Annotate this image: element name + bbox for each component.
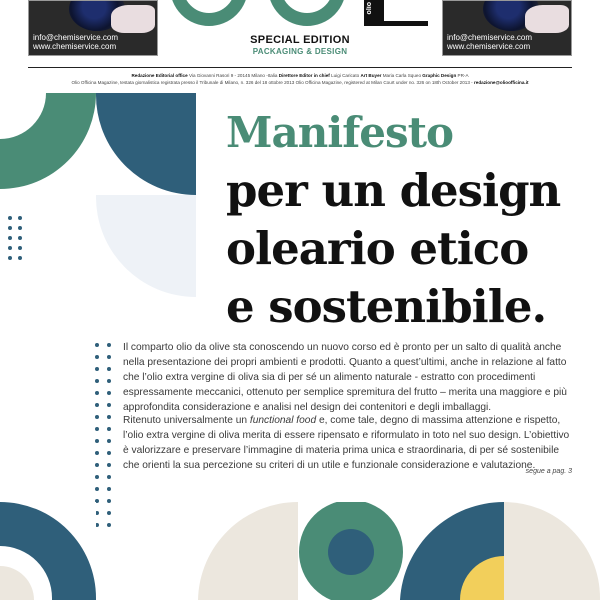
dot — [95, 343, 99, 347]
dot — [18, 216, 22, 220]
dot — [107, 415, 111, 419]
decorative-dots-left — [8, 216, 22, 260]
dot — [107, 463, 111, 467]
special-edition-label: SPECIAL EDITION — [250, 34, 350, 46]
dot — [95, 451, 99, 455]
director-label: Direttore — [278, 73, 298, 78]
dot — [8, 256, 12, 260]
ad-contact — [447, 33, 532, 51]
dot — [95, 427, 99, 431]
logo-letter-o-right — [268, 0, 346, 26]
dot — [95, 487, 99, 491]
art-buyer-label: Art Buyer — [360, 73, 382, 78]
dot — [18, 236, 22, 240]
navy-center-circle — [328, 529, 374, 575]
dot — [95, 403, 99, 407]
dot — [18, 256, 22, 260]
art-buyer-name: Maria Carla Squeo — [382, 73, 422, 78]
article-paragraph-1: Il comparto olio da olive sta conoscendo un nuovo corso ed è pronto per un salto di qualità anche nella presentazione dei propri ambienti e prodotti. Quanto a quest’ultimi, anche in relazione al fatto che l’olio extra vergine di oliva sia di per sé un alimento naturale - estratto con procedimenti espressamente meccanici, ottenuto per semplice spremitura del frutto – merita una maggiore e più approfondita considerazione e analisi nel design dei contenitori e degli imballaggi. — [123, 342, 567, 413]
header-divider — [28, 67, 572, 68]
navy-quarter-shape — [96, 93, 196, 195]
dot — [107, 439, 111, 443]
continued-on-page[interactable]: segue a pag. 3 — [525, 468, 572, 475]
dot — [107, 451, 111, 455]
dot — [8, 226, 12, 230]
graphic-design-name: PR-A — [457, 73, 469, 78]
dot — [107, 391, 111, 395]
paragraph-2-emphasis: functional food — [249, 415, 317, 426]
ad-website[interactable]: www.chemiservice.com — [447, 42, 531, 51]
decorative-shapes-bottom — [0, 502, 600, 600]
dot — [8, 246, 12, 250]
ad-photo-glove — [525, 5, 569, 33]
paragraph-2-intro: Ritenuto universalmente un — [123, 415, 250, 426]
editor-name: Luigi Caricato — [331, 73, 360, 78]
packaging-design-label: PACKAGING & DESIGN — [252, 47, 348, 56]
ad-email[interactable]: info@chemiservice.com — [447, 33, 533, 42]
decorative-shapes-left — [0, 93, 200, 303]
ad-contact — [33, 33, 118, 51]
dot — [95, 475, 99, 479]
cream-half-shape — [198, 502, 298, 600]
dot — [95, 355, 99, 359]
graphic-design-label: Graphic Design — [422, 73, 457, 78]
pale-quarter-shape — [96, 195, 196, 297]
logo-mark-text: olio — [366, 2, 373, 15]
article-title-line-1: Manifesto — [226, 108, 454, 157]
registration-credits — [10, 79, 590, 86]
paragraph-2-body: e, come tale, degno di massima attenzione e rispetto, l’olio extra vergine di oliva merita di essere ripensato e riformulato in toto nel suo design. L’obiettivo è valorizzare e preservare l’immagine di materia prima unica e straordinaria, di per sé sostenibile che orienti la sua percezione su criteri di un utile e funzionale considerazione e valutazione. — [123, 415, 570, 471]
dot — [107, 343, 111, 347]
cream-quarter-right — [504, 502, 600, 600]
dot — [95, 367, 99, 371]
dot — [95, 391, 99, 395]
dot — [107, 403, 111, 407]
dot — [95, 463, 99, 467]
dot — [95, 439, 99, 443]
dot — [18, 226, 22, 230]
dot — [107, 475, 111, 479]
dot — [107, 487, 111, 491]
redazione-label: Redazione — [131, 73, 155, 78]
registration-text: Olio Officina Magazine, testata giornalistica registrata presso il Tribunale di Milano, n. 326 del 18 ottobre 2013 Olio Officina Magazine, registered at Milan Court under no. 326 on 18th October 2013 - — [71, 80, 473, 85]
dot — [95, 415, 99, 419]
dot — [8, 216, 12, 220]
ad-website[interactable]: www.chemiservice.com — [33, 42, 117, 51]
dot — [107, 367, 111, 371]
dot — [95, 379, 99, 383]
office-address: Via Giovanni Rasori 9 - 20145 Milano -Italia — [188, 73, 278, 78]
article-paragraph-2 — [123, 413, 575, 473]
advertisement-right[interactable] — [442, 0, 572, 56]
ad-photo-glove — [111, 5, 155, 33]
dot — [107, 355, 111, 359]
article-title-line-3: oleario etico — [226, 222, 529, 275]
masthead-credits — [10, 72, 590, 79]
dot — [8, 236, 12, 240]
dot — [18, 246, 22, 250]
dot — [107, 379, 111, 383]
article-title-line-2: per un design — [226, 164, 561, 217]
logo-letter-o-left — [170, 0, 248, 26]
advertisement-left[interactable] — [28, 0, 158, 56]
article-title-line-4: e sostenibile. — [226, 280, 547, 333]
decorative-dots-body — [95, 343, 111, 527]
editorial-office-label: Editorial office — [155, 73, 188, 78]
ad-email[interactable]: info@chemiservice.com — [33, 33, 119, 42]
editor-label: Editor in chief — [299, 73, 330, 78]
dot — [107, 427, 111, 431]
redazione-email[interactable]: redazione@olioofficina.it — [474, 80, 529, 85]
